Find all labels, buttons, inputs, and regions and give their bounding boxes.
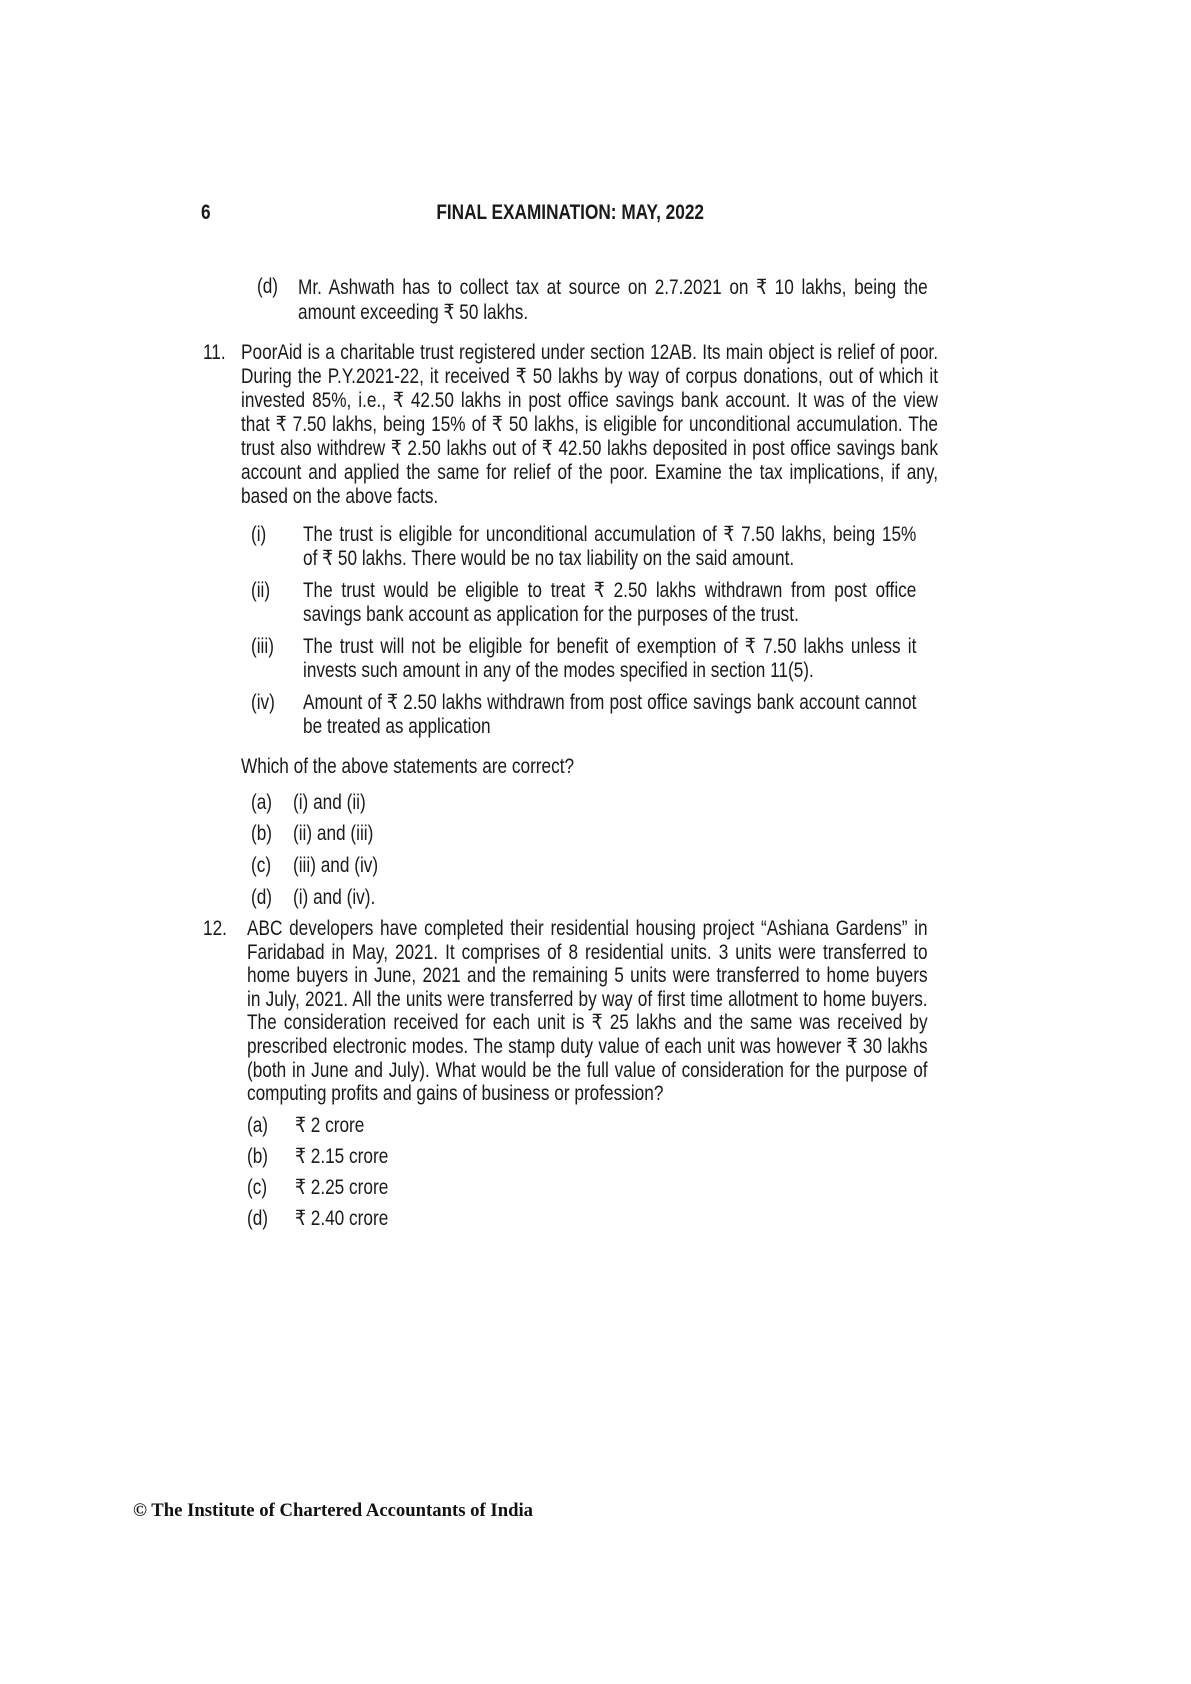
text-line: based on the above facts. xyxy=(241,485,439,508)
statement-label: (i) xyxy=(251,523,267,546)
question-11-text xyxy=(241,341,1091,509)
text-line: The trust is eligible for unconditional accumulation of ₹ 7.50 lakhs, being 15% xyxy=(303,523,917,546)
option-label: (d) xyxy=(257,275,279,298)
text-line: invested 85%, i.e., ₹ 42.50 lakhs in post office savings bank account. It was of the view xyxy=(241,389,938,412)
text-line: Faridabad in May, 2021. It comprises of 8 residential units. 3 units were transferred to xyxy=(247,940,928,964)
text-line: Mr. Ashwath has to collect tax at source on 2.7.2021 on ₹ 10 lakhs, being the xyxy=(298,276,928,299)
answer-option-c: ₹ 2.25 crore xyxy=(295,1176,389,1199)
question-12-text xyxy=(247,917,1077,1106)
text-line: savings bank account as application for the purposes of the trust. xyxy=(303,603,799,626)
page-header xyxy=(203,201,938,225)
answer-option-label: (c) xyxy=(247,1176,268,1199)
statement-label: (iii) xyxy=(251,635,274,658)
answer-option-label: (a) xyxy=(247,1114,269,1137)
text-line: of ₹ 50 lakhs. There would be no tax liability on the said amount. xyxy=(303,547,795,570)
answer-option-d: (i) and (iv). xyxy=(293,886,376,909)
statement-iv xyxy=(303,691,1051,739)
page-number: 6 xyxy=(201,201,211,224)
text-line: account and applied the same for relief of the poor. Examine the tax implications, if any, xyxy=(241,461,938,484)
question-12-number: 12. xyxy=(203,917,227,940)
text-line: The consideration received for each unit is ₹ 25 lakhs and the same was received by xyxy=(247,1011,928,1035)
text-line: that ₹ 7.50 lakhs, being 15% of ₹ 50 lakhs, is eligible for unconditional accumulation. The xyxy=(241,413,938,436)
answer-option-a: ₹ 2 crore xyxy=(295,1114,365,1137)
answer-option-label: (b) xyxy=(247,1145,269,1168)
text-line: invests such amount in any of the modes specified in section 11(5). xyxy=(303,659,814,682)
answer-option-label: (a) xyxy=(251,791,273,814)
statement-ii xyxy=(303,579,1051,627)
statement-label: (ii) xyxy=(251,579,271,602)
text-line: amount exceeding ₹ 50 lakhs. xyxy=(298,301,529,324)
question-11-prompt: Which of the above statements are correct? xyxy=(241,755,575,778)
text-line: trust also withdrew ₹ 2.50 lakhs out of ₹ 42.50 lakhs deposited in post office savings bank xyxy=(241,437,938,460)
text-line: be treated as application xyxy=(303,715,491,738)
footer-copyright: © The Institute of Chartered Accountants of India xyxy=(133,1500,534,1521)
answer-option-label: (d) xyxy=(251,886,273,909)
answer-option-b: ₹ 2.15 crore xyxy=(295,1145,389,1168)
answer-option-label: (b) xyxy=(251,822,273,845)
text-line: home buyers in June, 2021 and the remaining 5 units were transferred to home buyers xyxy=(247,964,928,988)
statement-label: (iv) xyxy=(251,691,275,714)
text-line: The trust will not be eligible for benefit of exemption of ₹ 7.50 lakhs unless it xyxy=(303,635,917,658)
answer-option-c: (iii) and (iv) xyxy=(293,854,379,877)
exam-title: FINAL EXAMINATION: MAY, 2022 xyxy=(436,201,705,224)
text-line: in July, 2021. All the units were transferred by way of first time allotment to home buyers. xyxy=(247,987,928,1011)
text-line: Amount of ₹ 2.50 lakhs withdrawn from post office savings bank account cannot xyxy=(303,691,917,714)
answer-option-label: (d) xyxy=(247,1207,269,1230)
answer-option-b: (ii) and (iii) xyxy=(293,822,374,845)
text-line: The trust would be eligible to treat ₹ 2.50 lakhs withdrawn from post office xyxy=(303,579,917,602)
text-line: PoorAid is a charitable trust registered under section 12AB. Its main object is relief of poor. xyxy=(241,341,938,364)
text-line: During the P.Y.2021-22, it received ₹ 50 lakhs by way of corpus donations, out of which it xyxy=(241,365,938,388)
answer-option-d: ₹ 2.40 crore xyxy=(295,1207,389,1230)
statement-iii xyxy=(303,635,1051,683)
option-d-text xyxy=(298,275,1066,325)
answer-option-a: (i) and (ii) xyxy=(293,791,366,814)
text-line: computing profits and gains of business or profession? xyxy=(247,1082,664,1106)
question-11-number: 11. xyxy=(203,341,226,364)
text-line: (both in June and July). What would be the full value of consideration for the purpose of xyxy=(247,1058,928,1082)
text-line: ABC developers have completed their residential housing project “Ashiana Gardens” in xyxy=(247,917,928,940)
statement-i xyxy=(303,523,1051,571)
answer-option-label: (c) xyxy=(251,854,272,877)
text-line: prescribed electronic modes. The stamp duty value of each unit was however ₹ 30 lakhs xyxy=(247,1034,928,1058)
